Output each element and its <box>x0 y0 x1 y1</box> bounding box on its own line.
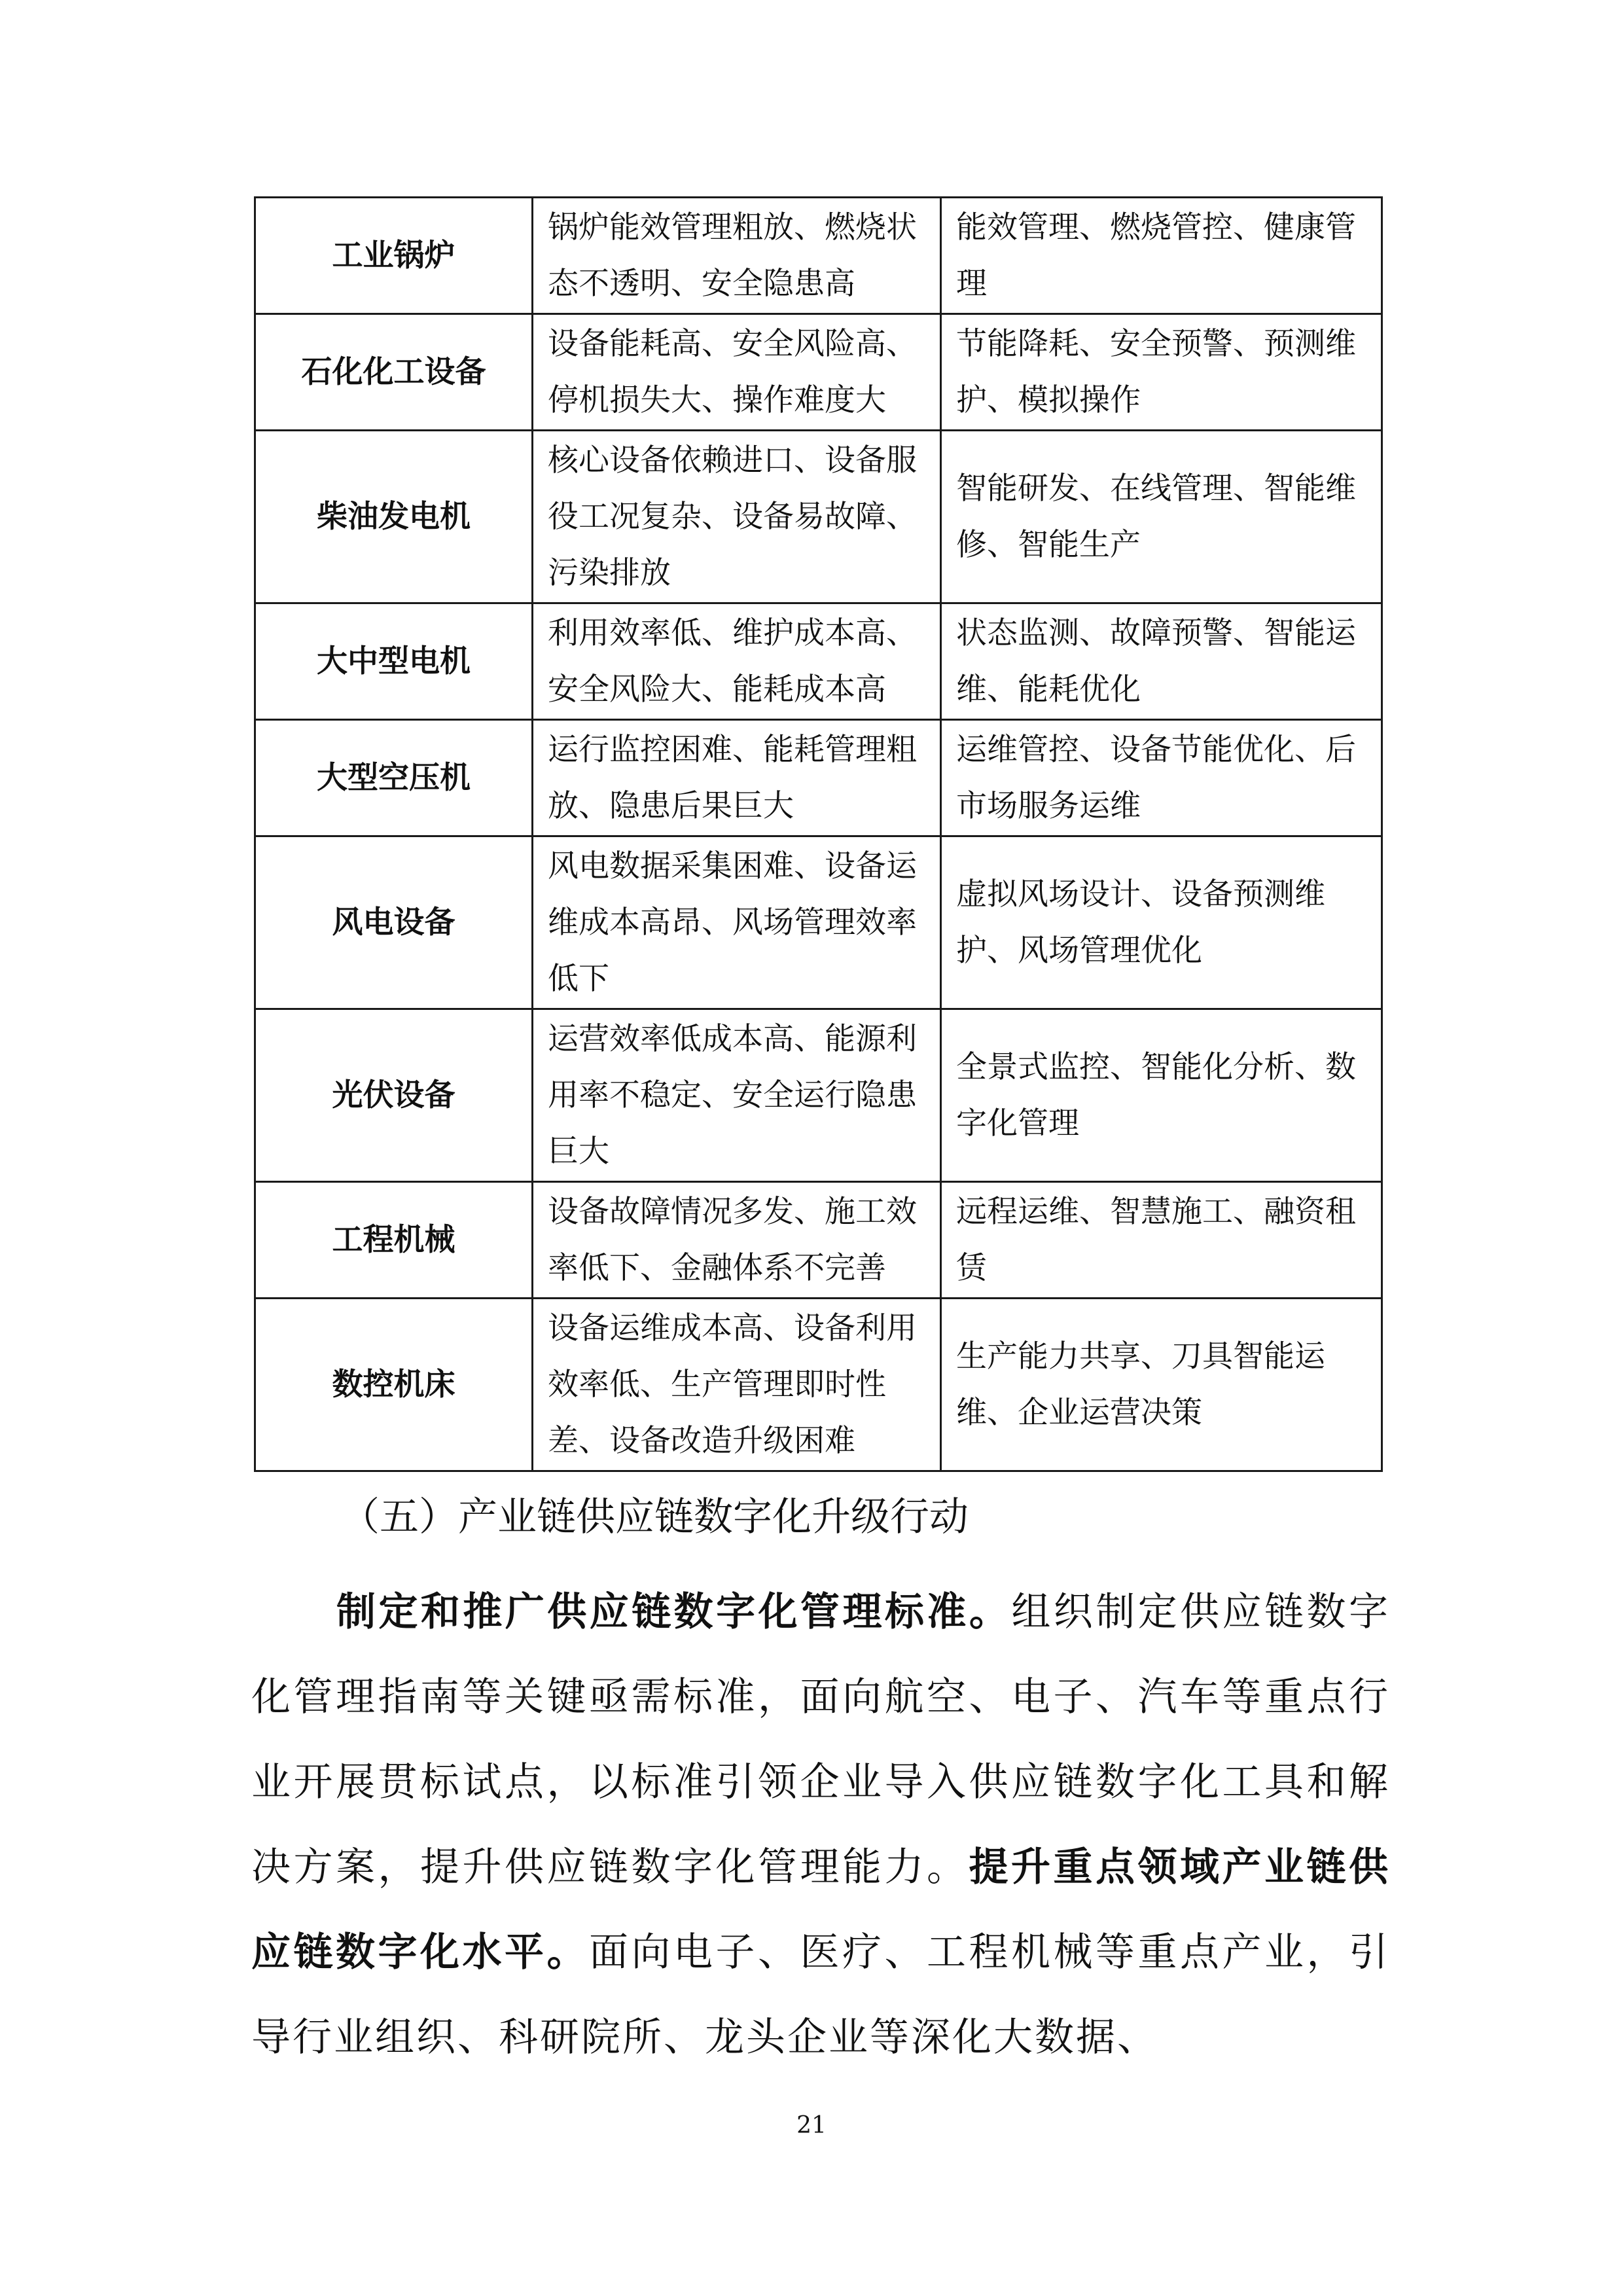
section-heading: （五）产业链供应链数字化升级行动 <box>340 1494 969 1540</box>
table-row <box>255 198 1382 314</box>
body-paragraph <box>251 1570 1390 2080</box>
pain-points: 核心设备依赖进口、设备服役工况复杂、设备易故障、污染排放 <box>533 431 941 603</box>
solutions: 节能降耗、安全预警、预测维护、模拟操作 <box>941 314 1382 431</box>
solutions: 状态监测、故障预警、智能运维、能耗优化 <box>941 603 1382 720</box>
equipment-name: 光伏设备 <box>255 1009 533 1182</box>
table-row <box>255 1009 1382 1182</box>
table-row <box>255 1182 1382 1299</box>
equipment-name: 数控机床 <box>255 1299 533 1471</box>
bold-lead-1: 制定和推广供应链数字化管理标准。 <box>336 1589 1012 1635</box>
pain-points: 设备运维成本高、设备利用效率低、生产管理即时性差、设备改造升级困难 <box>533 1299 941 1471</box>
solutions: 能效管理、燃烧管控、健康管理 <box>941 198 1382 314</box>
paragraph-text-2: 面向电子、医疗、工程机械等重点产业，引导行业组织、科研院所、龙头企业等深化大数据、 <box>251 1929 1390 2060</box>
pain-points: 运营效率低成本高、能源利用率不稳定、安全运行隐患巨大 <box>533 1009 941 1182</box>
equipment-name: 工程机械 <box>255 1182 533 1299</box>
equipment-table <box>254 196 1383 1472</box>
paragraph-text-1: 组织制定供应链数字化管理指南等关键亟需标准，面向航空、电子、汽车等重点行业开展贯标试点，以标准引领企业导入供应链数字化工具和解决方案，提升供应链数字化管理能力。 <box>251 1589 1391 1890</box>
table-row <box>255 431 1382 603</box>
solutions: 生产能力共享、刀具智能运维、企业运营决策 <box>941 1299 1382 1471</box>
equipment-name: 工业锅炉 <box>255 198 533 314</box>
table-row <box>255 836 1382 1009</box>
solutions: 虚拟风场设计、设备预测维护、风场管理优化 <box>941 836 1382 1009</box>
equipment-name: 柴油发电机 <box>255 431 533 603</box>
equipment-name: 大中型电机 <box>255 603 533 720</box>
table-row <box>255 603 1382 720</box>
page-number: 21 <box>796 2112 827 2139</box>
pain-points: 风电数据采集困难、设备运维成本高昂、风场管理效率低下 <box>533 836 941 1009</box>
pain-points: 利用效率低、维护成本高、安全风险大、能耗成本高 <box>533 603 941 720</box>
pain-points: 运行监控困难、能耗管理粗放、隐患后果巨大 <box>533 720 941 836</box>
pain-points: 设备故障情况多发、施工效率低下、金融体系不完善 <box>533 1182 941 1299</box>
equipment-name: 风电设备 <box>255 836 533 1009</box>
equipment-name: 石化化工设备 <box>255 314 533 431</box>
pain-points: 设备能耗高、安全风险高、停机损失大、操作难度大 <box>533 314 941 431</box>
table-row <box>255 720 1382 836</box>
pain-points: 锅炉能效管理粗放、燃烧状态不透明、安全隐患高 <box>533 198 941 314</box>
bold-lead-2: 提升重点领域产业链供应链数字化水平。 <box>251 1844 1390 1975</box>
table-row <box>255 1299 1382 1471</box>
solutions: 远程运维、智慧施工、融资租赁 <box>941 1182 1382 1299</box>
solutions: 智能研发、在线管理、智能维修、智能生产 <box>941 431 1382 603</box>
equipment-name: 大型空压机 <box>255 720 533 836</box>
solutions: 运维管控、设备节能优化、后市场服务运维 <box>941 720 1382 836</box>
solutions: 全景式监控、智能化分析、数字化管理 <box>941 1009 1382 1182</box>
table-row <box>255 314 1382 431</box>
